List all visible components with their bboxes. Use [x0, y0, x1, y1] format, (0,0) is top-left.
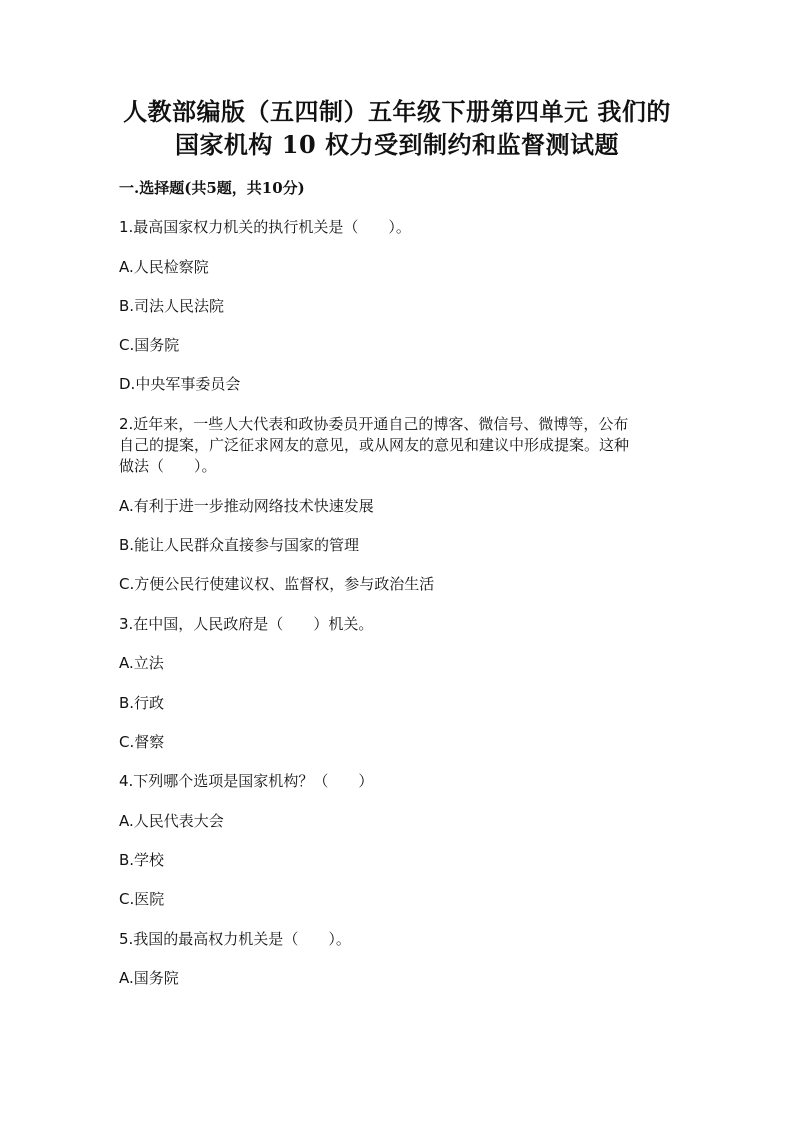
question-5-option-a: A.国务院 [119, 969, 179, 987]
question-3-option-c: C.督察 [119, 733, 165, 751]
question-3-option-b: B.行政 [119, 694, 165, 712]
question-4-option-b: B.学校 [119, 851, 165, 869]
question-1-option-a: A.人民检察院 [119, 258, 209, 276]
section-heading: 一.选择题(共5题，共10分) [119, 179, 305, 197]
question-1-option-d: D.中央军事委员会 [119, 375, 241, 393]
question-2-stem-line-1: 2.近年来，一些人大代表和政协委员开通自己的博客、微信号、微博等，公布 [119, 415, 629, 433]
document-title-line-1: 人教部编版（五四制）五年级下册第四单元 我们的 [123, 97, 671, 126]
question-4-option-a: A.人民代表大会 [119, 812, 224, 830]
question-1-option-c: C.国务院 [119, 336, 180, 354]
question-4-option-c: C.医院 [119, 890, 165, 908]
question-2-stem-line-2: 自己的提案，广泛征求网友的意见，或从网友的意见和建议中形成提案。这种 [119, 436, 630, 454]
question-2-option-a: A.有利于进一步推动网络技术快速发展 [119, 497, 374, 515]
question-1-option-b: B.司法人民法院 [119, 297, 225, 315]
question-2-option-c: C.方便公民行使建议权、监督权，参与政治生活 [119, 575, 435, 593]
question-3-stem: 3.在中国，人民政府是（ ）机关。 [119, 615, 374, 633]
question-1-stem: 1.最高国家权力机关的执行机关是（ ）。 [119, 218, 411, 236]
question-5-stem: 5.我国的最高权力机关是（ ）。 [119, 930, 351, 948]
document-title-line-2: 国家机构 10 权力受到制约和监督测试题 [174, 130, 620, 159]
question-2-stem-line-3: 做法（ ）。 [119, 457, 217, 475]
question-2-option-b: B.能让人民群众直接参与国家的管理 [119, 536, 360, 554]
question-3-option-a: A.立法 [119, 654, 164, 672]
question-4-stem: 4.下列哪个选项是国家机构？（ ） [119, 772, 374, 790]
